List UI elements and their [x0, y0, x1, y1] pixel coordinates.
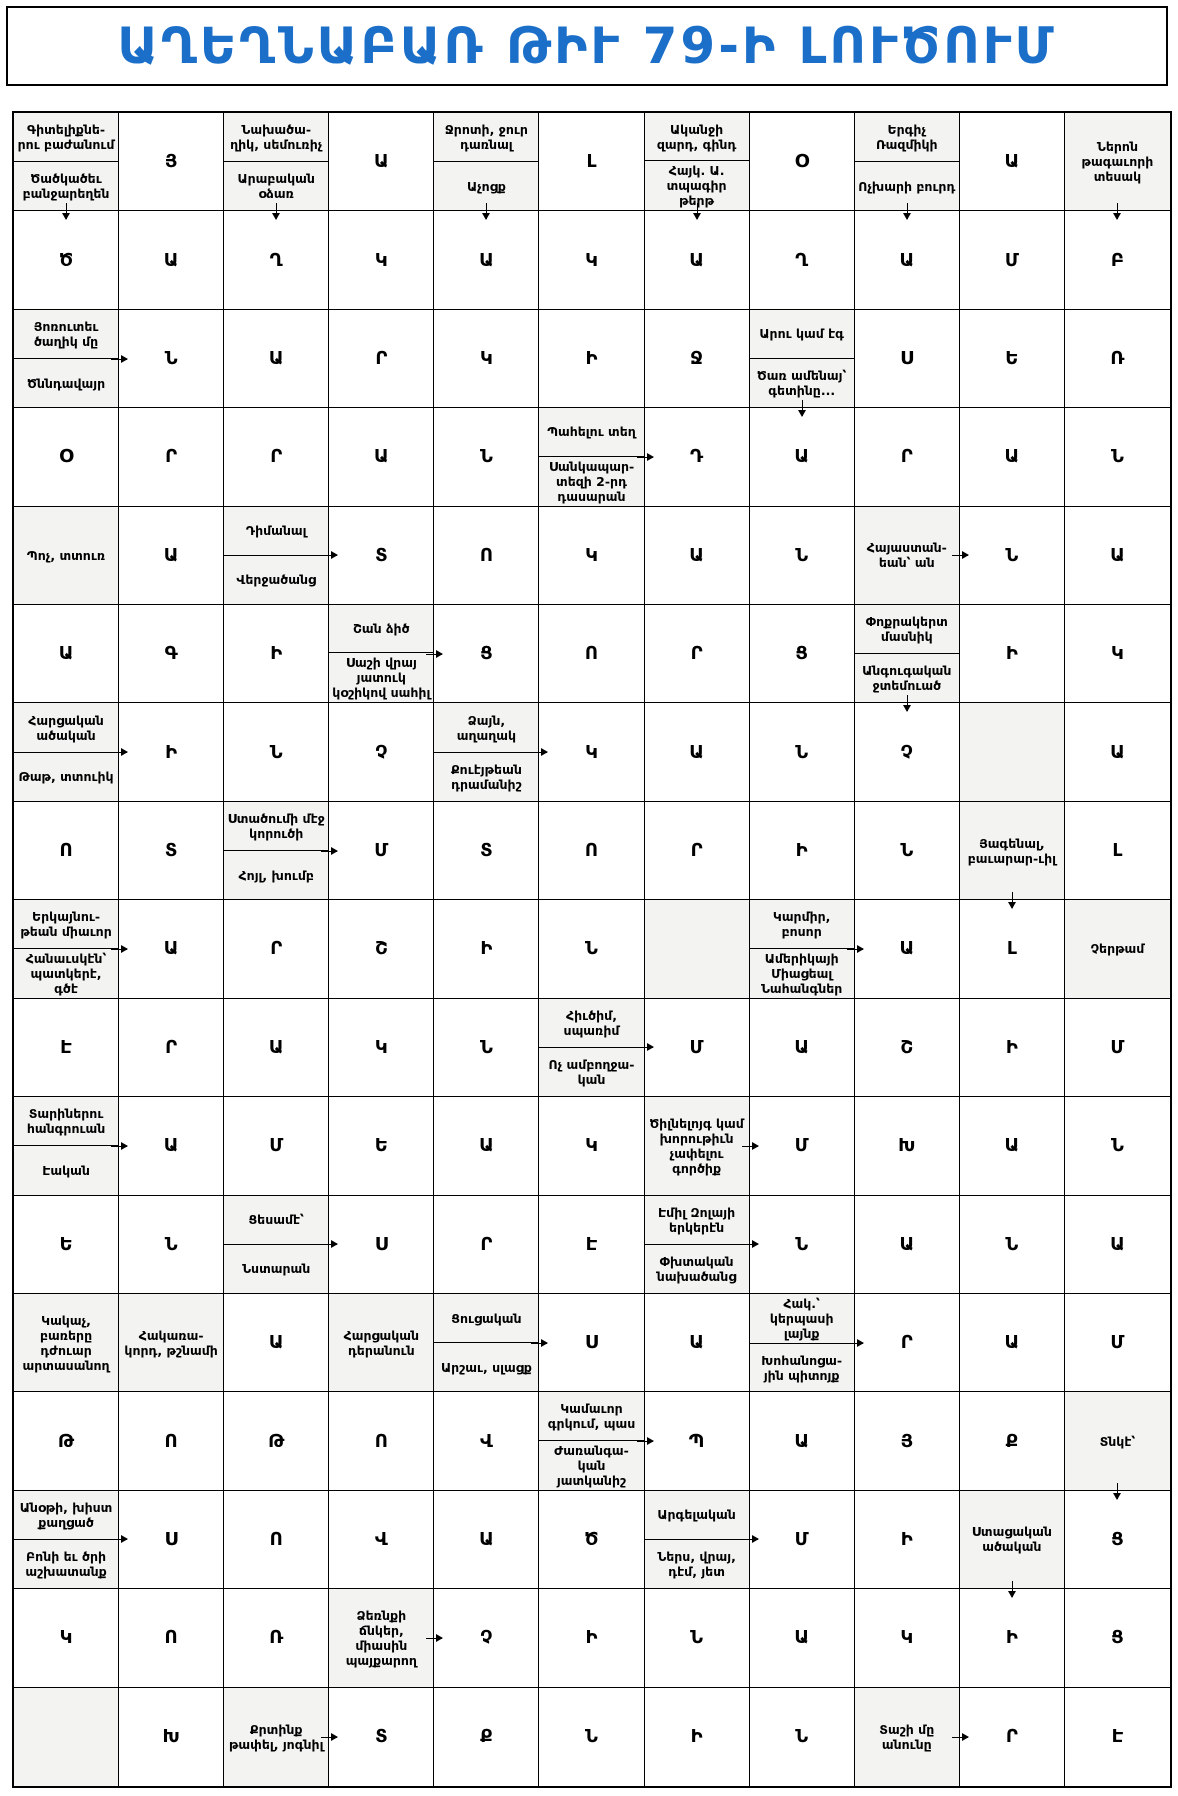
clue-text: Բոնի եւ ծրի աշխատանք — [14, 1539, 118, 1588]
clue-cell — [645, 113, 750, 211]
clue-text: Յոռուտեւ ծաղիկ մը — [33, 318, 99, 349]
arrow-right-icon — [952, 1737, 968, 1738]
answer-cell[interactable]: Լ — [1065, 802, 1170, 900]
answer-cell[interactable]: Լ — [960, 900, 1065, 998]
arrow-down-icon — [276, 203, 277, 219]
answer-cell[interactable]: Ի — [960, 605, 1065, 703]
arrow-right-icon — [321, 851, 337, 852]
clue-text: Անօթի, խիստ քաղցած — [19, 1499, 113, 1530]
answer-cell[interactable]: Ա — [224, 999, 329, 1097]
answer-cell[interactable]: Տ — [329, 1688, 434, 1786]
answer-cell[interactable]: Տ — [434, 802, 539, 900]
answer-cell[interactable]: Ց — [750, 605, 855, 703]
clue-text: Հայկ. Ա. տպագիր թերթ — [645, 160, 749, 210]
clue-text: Ծննդավայր — [14, 358, 118, 407]
answer-cell[interactable]: Ի — [645, 1688, 750, 1786]
arrow-down-icon — [802, 400, 803, 416]
answer-cell[interactable]: Կ — [539, 507, 644, 605]
clue-text: Գիտելիքնե-րու բաժանում — [17, 122, 115, 153]
answer-cell[interactable]: Է — [14, 999, 119, 1097]
clue-text: Էական — [14, 1145, 118, 1194]
arrow-right-icon — [111, 1539, 127, 1540]
answer-cell[interactable]: Ն — [855, 802, 960, 900]
clue-text: Ստացական ածական — [971, 1524, 1052, 1555]
answer-cell[interactable]: Ա — [750, 999, 855, 1097]
answer-cell[interactable]: Ր — [119, 408, 224, 506]
answer-cell[interactable]: Կ — [855, 1589, 960, 1687]
answer-cell[interactable]: Ա — [645, 211, 750, 309]
clue-cell — [224, 113, 329, 211]
clue-cell — [750, 1294, 855, 1392]
answer-cell[interactable]: Մ — [1065, 999, 1170, 1097]
clue-text: Ծածկածեւ բանջարեղեն — [14, 161, 118, 210]
clue-text: Փխտական նախածանց — [645, 1244, 749, 1293]
clue-text: Հարցական դերանուն — [343, 1327, 420, 1358]
answer-cell[interactable]: Խ — [119, 1688, 224, 1786]
clue-text: Անգուգական ջտեմուած — [855, 653, 959, 702]
answer-cell[interactable]: Տ — [119, 802, 224, 900]
answer-cell[interactable]: Տ — [329, 507, 434, 605]
answer-cell[interactable]: Յ — [119, 113, 224, 211]
clue-cell — [329, 605, 434, 703]
answer-cell[interactable]: Ա — [1065, 1196, 1170, 1294]
clue-cell — [1065, 113, 1170, 211]
answer-cell[interactable]: Մ — [960, 211, 1065, 309]
answer-cell[interactable]: Ա — [119, 1097, 224, 1195]
answer-cell[interactable]: Ր — [855, 408, 960, 506]
clue-cell — [855, 507, 960, 605]
answer-cell[interactable]: Ա — [119, 211, 224, 309]
arrow-right-icon — [321, 1244, 337, 1245]
clue-text: Ականջի զարդ, գինդ — [656, 121, 737, 152]
answer-cell[interactable]: Ի — [119, 703, 224, 801]
arrow-down-icon — [66, 203, 67, 219]
clue-text: Երգիչ Ռազմիկի — [875, 122, 938, 153]
answer-cell[interactable]: Ր — [224, 408, 329, 506]
answer-cell[interactable]: Ն — [224, 703, 329, 801]
clue-cell — [434, 113, 539, 211]
answer-cell[interactable]: Վ — [329, 1491, 434, 1589]
answer-cell[interactable]: Ի — [224, 605, 329, 703]
answer-cell[interactable]: Ա — [645, 703, 750, 801]
answer-cell[interactable]: Ա — [329, 113, 434, 211]
answer-cell[interactable]: Ս — [329, 1196, 434, 1294]
arrow-right-icon — [111, 949, 127, 950]
answer-cell[interactable]: Ղ — [750, 211, 855, 309]
clue-cell — [329, 1589, 434, 1687]
answer-cell[interactable]: Ն — [434, 999, 539, 1097]
blank-cell — [14, 1688, 119, 1786]
answer-cell[interactable]: Ա — [960, 1097, 1065, 1195]
arrow-right-icon — [742, 1244, 758, 1245]
arrow-down-icon — [697, 203, 698, 219]
clue-cell — [434, 703, 539, 801]
arrow-right-icon — [847, 1343, 863, 1344]
answer-cell[interactable]: Վ — [434, 1392, 539, 1490]
answer-cell[interactable]: Գ — [119, 605, 224, 703]
answer-cell[interactable]: Ա — [750, 1589, 855, 1687]
answer-cell[interactable]: Ն — [119, 310, 224, 408]
answer-cell[interactable]: Ղ — [224, 211, 329, 309]
answer-cell[interactable]: Ի — [539, 1589, 644, 1687]
clue-cell — [750, 900, 855, 998]
clue-text: Ամերիկայի Միացեալ Նահանգներ — [750, 948, 854, 998]
answer-cell[interactable]: Ս — [539, 1294, 644, 1392]
clue-cell — [329, 1294, 434, 1392]
answer-cell[interactable]: Ն — [750, 1196, 855, 1294]
clue-text: Ներոն թագաւորի տեսակ — [1081, 139, 1154, 185]
answer-cell[interactable]: Ի — [539, 310, 644, 408]
clue-text: Հարցական ածական — [28, 712, 104, 743]
answer-cell[interactable]: Ռ — [1065, 310, 1170, 408]
answer-cell[interactable]: Պ — [645, 1392, 750, 1490]
answer-cell[interactable]: Չ — [329, 703, 434, 801]
answer-cell[interactable]: Չ — [434, 1589, 539, 1687]
clue-text: Վերջածանց — [224, 555, 328, 604]
clue-cell — [539, 408, 644, 506]
clue-text: Չերթամ — [1090, 941, 1145, 957]
answer-cell[interactable]: Թ — [14, 1392, 119, 1490]
clue-cell — [434, 1294, 539, 1392]
arrow-down-icon — [907, 695, 908, 711]
answer-cell[interactable]: Ն — [960, 507, 1065, 605]
answer-cell[interactable]: Ց — [1065, 1491, 1170, 1589]
clue-text: Ոչ ամբողջա-կան — [539, 1047, 643, 1096]
clue-text: Ժառանգա-կան յատկանիշ — [539, 1440, 643, 1490]
clue-text: Ցեսամէ՝ — [248, 1212, 304, 1228]
clue-text: Արշաւ, սլացք — [434, 1342, 538, 1391]
answer-cell[interactable]: Յ — [855, 1392, 960, 1490]
clue-cell — [855, 113, 960, 211]
clue-cell — [14, 703, 119, 801]
arrow-right-icon — [426, 1638, 442, 1639]
answer-cell[interactable]: Կ — [329, 999, 434, 1097]
clue-cell — [224, 1688, 329, 1786]
clue-text: Խոհանոցա-յին պիտոյք — [750, 1343, 854, 1391]
answer-cell[interactable]: Ն — [1065, 408, 1170, 506]
answer-cell[interactable]: Ա — [119, 900, 224, 998]
clue-text: Փոքրակերտ մասնիկ — [865, 614, 948, 645]
arrow-right-icon — [111, 752, 127, 753]
answer-cell[interactable]: Ա — [645, 1294, 750, 1392]
answer-cell[interactable]: Օ — [14, 408, 119, 506]
answer-cell[interactable]: Ա — [434, 211, 539, 309]
blank-cell — [960, 703, 1065, 801]
clue-cell — [14, 1294, 119, 1392]
answer-cell[interactable]: Ր — [960, 1688, 1065, 1786]
clue-text: Հակառա-կորդ, թշնամի — [124, 1327, 218, 1358]
answer-cell[interactable]: Մ — [1065, 1294, 1170, 1392]
arrow-down-icon — [1117, 1483, 1118, 1499]
clue-cell — [119, 1294, 224, 1392]
clue-text: Սանկապար-տեզի 2-րդ դասարան — [539, 456, 643, 506]
blank-cell — [645, 900, 750, 998]
answer-cell[interactable]: Ր — [855, 1294, 960, 1392]
answer-cell[interactable]: Ե — [14, 1196, 119, 1294]
answer-cell[interactable]: Ր — [329, 310, 434, 408]
clue-text: Սաշի վրայ յատուկ կօշիկով սահիլ — [329, 652, 433, 702]
answer-cell[interactable]: Է — [1065, 1688, 1170, 1786]
clue-text: Հայաստան-եան՝ ան — [866, 540, 947, 571]
answer-cell[interactable]: Կ — [539, 211, 644, 309]
answer-cell[interactable]: Ծ — [539, 1491, 644, 1589]
answer-cell[interactable]: Դ — [645, 408, 750, 506]
answer-cell[interactable]: Ն — [960, 1196, 1065, 1294]
answer-cell[interactable]: Ո — [119, 1589, 224, 1687]
answer-cell[interactable]: Ո — [14, 802, 119, 900]
clue-cell — [224, 507, 329, 605]
answer-cell[interactable]: Մ — [645, 999, 750, 1097]
clue-text: Ներս, վրայ, դէմ, յետ — [645, 1539, 749, 1588]
answer-cell[interactable]: Ա — [855, 900, 960, 998]
answer-cell[interactable]: Կ — [539, 1097, 644, 1195]
answer-cell[interactable]: Ք — [434, 1688, 539, 1786]
clue-cell — [14, 507, 119, 605]
answer-cell[interactable]: Ա — [14, 605, 119, 703]
clue-text: Տաշի մը անունը — [879, 1721, 935, 1752]
clue-text: Քուէյթեան դրամանիշ — [434, 752, 538, 801]
clue-text: Ջրոտի, ջուր դառնալ — [444, 122, 528, 153]
answer-cell[interactable]: Ս — [855, 310, 960, 408]
answer-cell[interactable]: Խ — [855, 1097, 960, 1195]
clue-text: Նստարան — [224, 1244, 328, 1293]
answer-cell[interactable]: Ա — [960, 408, 1065, 506]
answer-cell[interactable]: Մ — [750, 1097, 855, 1195]
answer-cell[interactable]: Ր — [645, 802, 750, 900]
arrow-right-icon — [952, 555, 968, 556]
arrow-down-icon — [1117, 203, 1118, 219]
answer-cell[interactable]: Կ — [434, 310, 539, 408]
clue-text: Էմիլ Զոլայի երկերէն — [658, 1204, 736, 1235]
clue-text: Ծիլնելոյգ կամ խորութիւն չափելու գործիք — [649, 1115, 744, 1176]
clue-text: Հոյլ, խումբ — [224, 850, 328, 899]
arrow-right-icon — [637, 1441, 653, 1442]
answer-cell[interactable]: Լ — [539, 113, 644, 211]
answer-cell[interactable]: Ն — [750, 703, 855, 801]
answer-cell[interactable]: Ո — [329, 1392, 434, 1490]
answer-cell[interactable]: Ս — [119, 1491, 224, 1589]
clue-cell — [1065, 900, 1170, 998]
clue-text: Ստածումի մէջ կորուծի — [227, 810, 325, 841]
answer-cell[interactable]: Թ — [224, 1392, 329, 1490]
answer-cell[interactable]: Ա — [960, 1294, 1065, 1392]
answer-cell[interactable]: Կ — [14, 1589, 119, 1687]
arrow-down-icon — [907, 203, 908, 219]
clue-text: Հիւծիմ, սպառիմ — [563, 1007, 620, 1038]
answer-cell[interactable]: Ա — [1065, 703, 1170, 801]
clue-text: Հակ.՝ կերպասի լայնք — [769, 1295, 834, 1341]
clue-text: Աչոցք — [434, 161, 538, 210]
answer-cell[interactable]: Ա — [855, 1196, 960, 1294]
answer-cell[interactable]: Ն — [539, 900, 644, 998]
arrow-right-icon — [531, 752, 547, 753]
clue-text: Դիմանալ — [245, 523, 307, 539]
clue-cell — [14, 900, 119, 998]
arrow-right-icon — [742, 1539, 758, 1540]
answer-cell[interactable]: Մ — [224, 1097, 329, 1195]
arrow-down-icon — [486, 203, 487, 219]
answer-cell[interactable]: Բ — [1065, 211, 1170, 309]
answer-cell[interactable]: Ա — [855, 211, 960, 309]
answer-cell[interactable]: Ի — [750, 802, 855, 900]
answer-cell[interactable]: Ա — [119, 507, 224, 605]
answer-cell[interactable]: Ա — [1065, 507, 1170, 605]
clue-text: Արու կամ էգ — [759, 326, 844, 342]
answer-cell[interactable]: Ն — [750, 1688, 855, 1786]
arrow-right-icon — [426, 654, 442, 655]
answer-cell[interactable]: Կ — [329, 211, 434, 309]
clue-text: Հանաւսկէն՝ պատկերէ, գծէ — [14, 948, 118, 998]
answer-cell[interactable]: Ն — [750, 507, 855, 605]
answer-cell[interactable]: Ց — [1065, 1589, 1170, 1687]
clue-cell — [645, 1196, 750, 1294]
answer-cell[interactable]: Ն — [645, 1589, 750, 1687]
answer-cell[interactable]: Ց — [434, 605, 539, 703]
answer-cell[interactable]: Ի — [960, 999, 1065, 1097]
answer-cell[interactable]: Ն — [539, 1688, 644, 1786]
answer-cell[interactable]: Ա — [960, 113, 1065, 211]
answer-cell[interactable]: Ն — [1065, 1097, 1170, 1195]
arrow-right-icon — [847, 949, 863, 950]
answer-cell[interactable]: Ր — [119, 999, 224, 1097]
clue-cell — [750, 310, 855, 408]
answer-cell[interactable]: Չ — [855, 703, 960, 801]
title-banner — [6, 6, 1168, 86]
arrow-right-icon — [111, 1146, 127, 1147]
clue-text: Արաբական օձառ — [224, 161, 328, 210]
clue-cell — [539, 1392, 644, 1490]
clue-text: Պոչ, տտուռ — [26, 547, 106, 563]
clue-text: Ծառ ամենայ՝ գետինը... — [750, 358, 854, 407]
clue-text: Երկայնու-թեան միաւոր — [20, 908, 112, 939]
answer-cell[interactable]: Ծ — [14, 211, 119, 309]
clue-text: Տնկէ՝ — [1099, 1433, 1136, 1449]
answer-cell[interactable]: Ա — [750, 1392, 855, 1490]
clue-text: Ոչխարի բուրդ — [855, 161, 959, 210]
answer-cell[interactable]: Ո — [224, 1491, 329, 1589]
clue-text: Տարիներու հանգրուան — [26, 1106, 106, 1137]
answer-cell[interactable]: Շ — [855, 999, 960, 1097]
clue-cell — [14, 310, 119, 408]
answer-cell[interactable]: Օ — [750, 113, 855, 211]
clue-text: Պահելու տեղ — [547, 424, 636, 440]
clue-text: Թաթ, տտուիկ — [14, 752, 118, 801]
page-title: ԱՂԵՂՆԱԲԱՌ ԹԻՒ 79-Ի ԼՈՒԾՈՒՄ — [117, 17, 1057, 75]
answer-cell[interactable]: Ե — [960, 310, 1065, 408]
arrow-down-icon — [1012, 892, 1013, 908]
answer-cell[interactable]: Ն — [119, 1196, 224, 1294]
answer-cell[interactable]: Ա — [224, 310, 329, 408]
arrow-right-icon — [742, 1146, 758, 1147]
clue-text: Ձայն, աղաղակ — [456, 712, 517, 743]
clue-cell — [855, 605, 960, 703]
answer-cell[interactable]: Ա — [329, 408, 434, 506]
clue-cell — [855, 1688, 960, 1786]
clue-text: Արգելական — [657, 1507, 736, 1523]
answer-cell[interactable]: Ք — [960, 1392, 1065, 1490]
arrow-right-icon — [321, 555, 337, 556]
clue-cell — [14, 1097, 119, 1195]
arrow-right-icon — [531, 1343, 547, 1344]
clue-cell — [14, 1491, 119, 1589]
answer-cell[interactable]: Շ — [329, 900, 434, 998]
arrow-down-icon — [1012, 1581, 1013, 1597]
answer-cell[interactable]: Ա — [434, 1097, 539, 1195]
answer-cell[interactable]: Ե — [329, 1097, 434, 1195]
clue-cell — [224, 802, 329, 900]
answer-cell[interactable]: Ռ — [224, 1589, 329, 1687]
answer-cell[interactable]: Ր — [645, 605, 750, 703]
answer-cell[interactable]: Կ — [539, 703, 644, 801]
clue-text: Յագենալ, բաւարար-ւիլ — [967, 835, 1057, 866]
answer-cell[interactable]: Ո — [119, 1392, 224, 1490]
clue-text: Քրտինք թափել, յոգնիլ — [228, 1721, 324, 1752]
answer-cell[interactable]: Ո — [434, 507, 539, 605]
arrow-right-icon — [321, 1737, 337, 1738]
clue-cell — [645, 1491, 750, 1589]
arrow-right-icon — [111, 359, 127, 360]
clue-cell — [539, 999, 644, 1097]
answer-cell[interactable]: Ր — [434, 1196, 539, 1294]
answer-cell[interactable]: Ի — [434, 900, 539, 998]
answer-cell[interactable]: Ա — [434, 1491, 539, 1589]
answer-cell[interactable]: Մ — [750, 1491, 855, 1589]
answer-cell[interactable]: Ա — [645, 507, 750, 605]
answer-cell[interactable]: Ո — [539, 802, 644, 900]
clue-cell — [14, 113, 119, 211]
crossword-grid — [12, 111, 1172, 1788]
clue-text: Կարմիր, բոսոր — [772, 908, 831, 939]
answer-cell[interactable]: Ջ — [645, 310, 750, 408]
clue-cell — [224, 1196, 329, 1294]
answer-cell[interactable]: Ո — [539, 605, 644, 703]
answer-cell[interactable]: Ա — [224, 1294, 329, 1392]
clue-text: Շան ձիծ — [353, 621, 410, 637]
arrow-right-icon — [637, 1047, 653, 1048]
clue-text: Ձեռնքի ճնկեր, միասին պայքարող — [345, 1607, 417, 1668]
answer-cell[interactable]: Ա — [750, 408, 855, 506]
clue-cell — [1065, 1392, 1170, 1490]
answer-cell[interactable]: Ի — [855, 1491, 960, 1589]
clue-text: Ցուցական — [451, 1310, 522, 1326]
clue-text: Կամաւոր գրկում, պաս — [547, 1401, 636, 1432]
answer-cell[interactable]: Ն — [434, 408, 539, 506]
clue-cell — [960, 1491, 1065, 1589]
answer-cell[interactable]: Ի — [960, 1589, 1065, 1687]
answer-cell[interactable]: Մ — [329, 802, 434, 900]
answer-cell[interactable]: Է — [539, 1196, 644, 1294]
clue-cell — [645, 1097, 750, 1195]
answer-cell[interactable]: Ր — [224, 900, 329, 998]
arrow-right-icon — [637, 457, 653, 458]
clue-cell — [960, 802, 1065, 900]
clue-text: Կակաչ, բառերը դժուար արտասանող — [22, 1312, 110, 1373]
clue-text: Նախածա-ղիկ, սեմուռիչ — [230, 122, 323, 153]
answer-cell[interactable]: Կ — [1065, 605, 1170, 703]
